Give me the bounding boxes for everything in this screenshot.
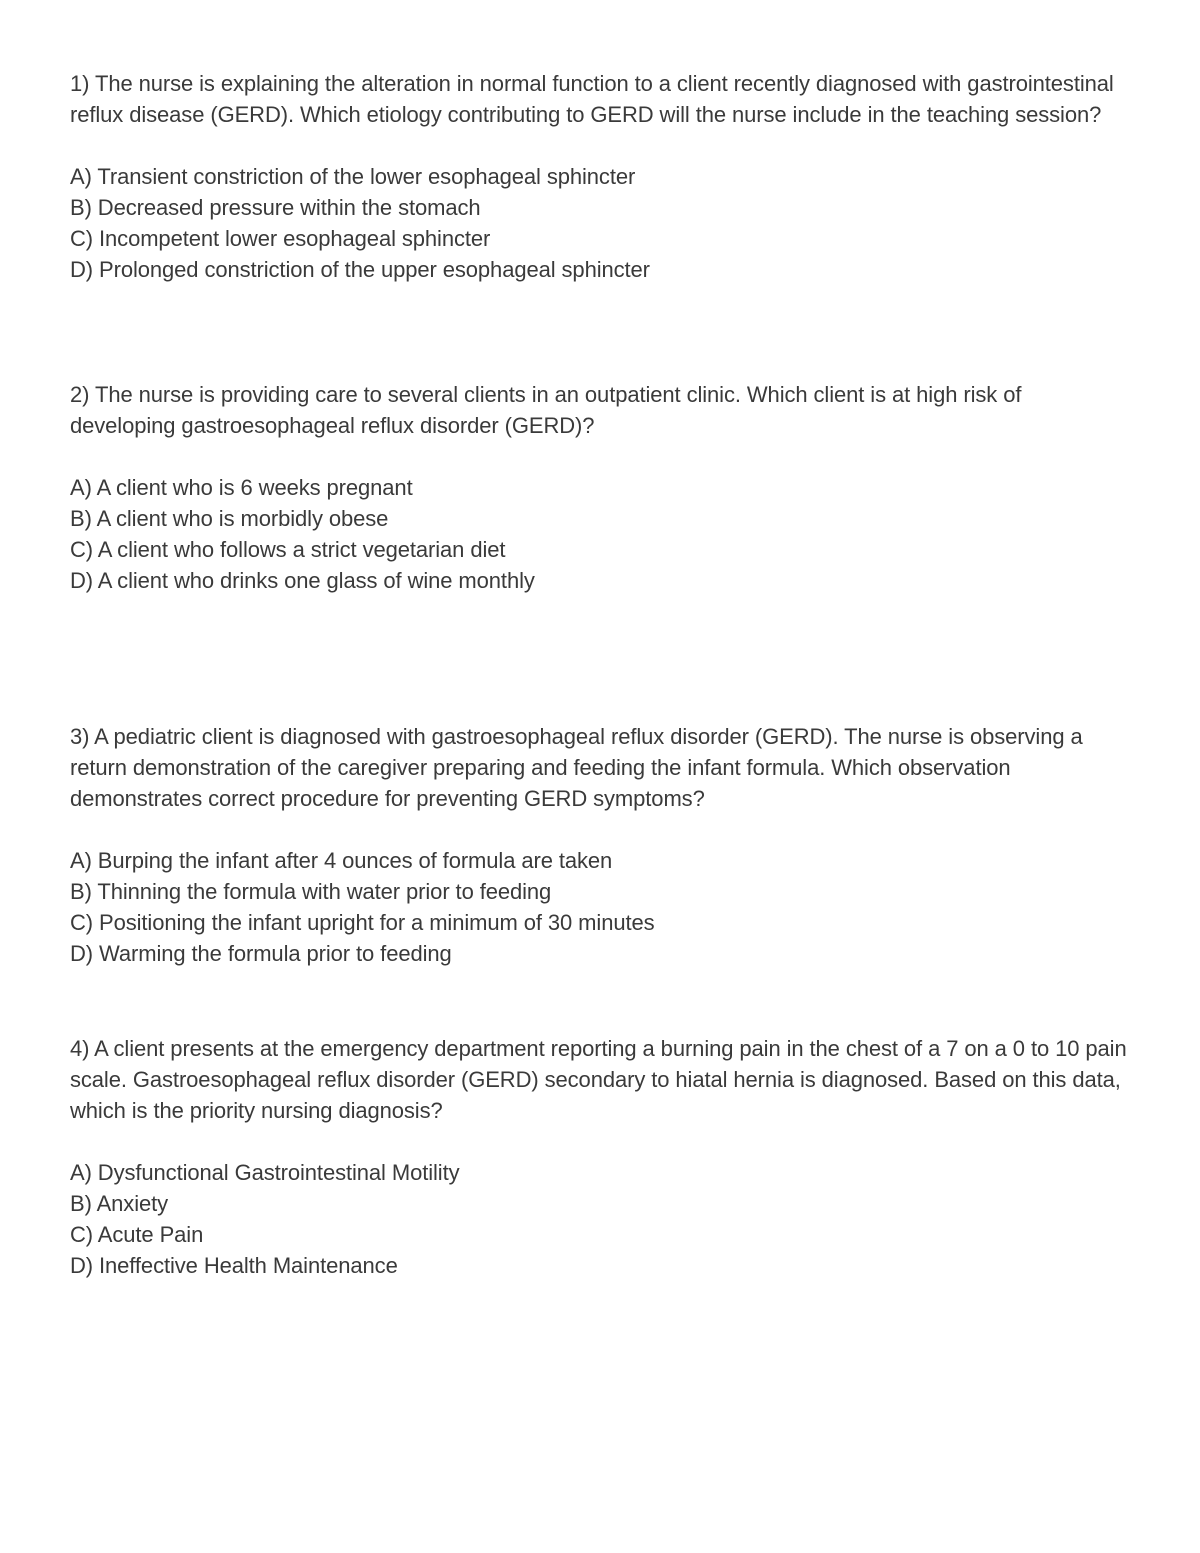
option-b: B) Thinning the formula with water prior to feeding [70,879,552,904]
question-2 [70,379,1130,596]
question-3 [70,721,1130,969]
question-stem: 1) The nurse is explaining the alteration in normal function to a client recently diagnosed with gastrointestinal reflux disease (GERD). Which etiology contributing to GERD will the nurse include in the teaching session? [70,71,1114,127]
option-b: B) Anxiety [70,1191,169,1216]
answer-options [70,161,1130,285]
option-c: C) Acute Pain [70,1222,204,1247]
option-b: B) Decreased pressure within the stomach [70,195,481,220]
option-b: B) A client who is morbidly obese [70,506,389,531]
option-c: C) Positioning the infant upright for a minimum of 30 minutes [70,910,655,935]
option-d: D) Warming the formula prior to feeding [70,941,452,966]
option-a: A) A client who is 6 weeks pregnant [70,475,413,500]
answer-options [70,472,1130,596]
question-stem: 3) A pediatric client is diagnosed with gastroesophageal reflux disorder (GERD). The nurse is observing a return demonstration of the caregiver preparing and feeding the infant formula. Which observation demonstrates correct procedure for preventing GERD symptoms? [70,724,1083,811]
option-d: D) A client who drinks one glass of wine monthly [70,568,535,593]
answer-options [70,845,1130,969]
question-stem: 4) A client presents at the emergency department reporting a burning pain in the chest of a 7 on a 0 to 10 pain scale. Gastroesophageal reflux disorder (GERD) secondary to hiatal hernia is diagnosed. Based on this data, which is the priority nursing diagnosis? [70,1036,1127,1123]
option-d: D) Ineffective Health Maintenance [70,1253,398,1278]
option-c: C) A client who follows a strict vegetarian diet [70,537,506,562]
option-d: D) Prolonged constriction of the upper esophageal sphincter [70,257,650,282]
option-a: A) Transient constriction of the lower esophageal sphincter [70,164,636,189]
answer-options [70,1157,1130,1281]
option-a: A) Burping the infant after 4 ounces of formula are taken [70,848,613,873]
option-a: A) Dysfunctional Gastrointestinal Motility [70,1160,460,1185]
question-4 [70,1033,1130,1281]
question-1 [70,68,1130,285]
question-stem: 2) The nurse is providing care to several clients in an outpatient clinic. Which client is at high risk of developing gastroesophageal reflux disorder (GERD)? [70,382,1022,438]
option-c: C) Incompetent lower esophageal sphincter [70,226,491,251]
